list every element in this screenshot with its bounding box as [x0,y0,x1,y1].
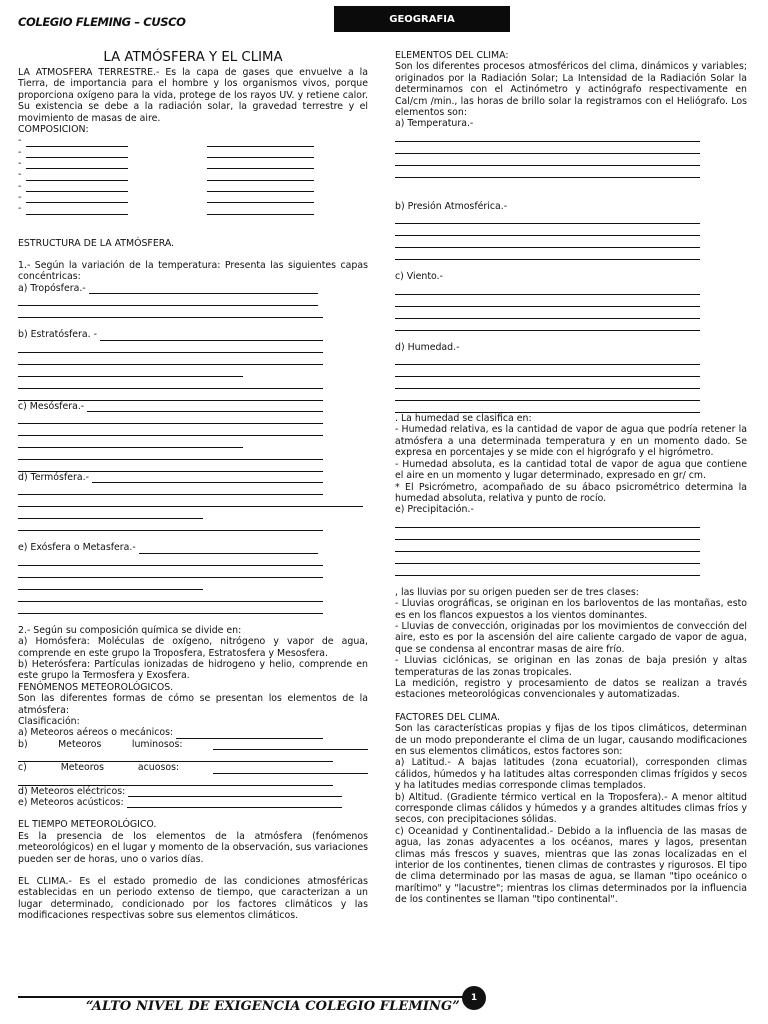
composition-blanks [18,135,368,214]
footer-rule [18,996,468,998]
factores-heading: FACTORES DEL CLIMA. [395,711,500,723]
oceanidad-text: c) Oceanidad y Continentalidad.- Debido a la influencia de las masas de agua, las zonas adyacentes a los océanos, mares y lagos, presentan climas más frescos y suaves, mientras que las zonas localizadas en el interior de los continentes, tienen climas de contrastes y rigurosos. El tipo de clima determinado por las masas de agua, se llaman "tipo oceánico o marítimo" y "lacustre"; mientras los climas determinados por la influencia de los continentes se llaman "tipo continental". [395,825,747,906]
page-number: 1 [462,986,486,1010]
humedad-absoluta: - Humedad absoluta, es la cantidad total de vapor de agua que contiene el aire en un momento y lugar determinado, expresado en gr/ cm. [395,458,747,482]
psicrometro-text: * El Psicrómetro, acompañado de su ábaco psicrométrico determina la humedad absoluta, relativa y punto de rocío. [395,481,747,504]
lluvias-orograficas: - Lluvias orográficas, se originan en los barloventos de las montañas, esto es en los flancos expuestos a los vientos dominantes. [395,598,747,621]
blank-line [202,181,314,192]
tiempo-heading: EL TIEMPO METEOROLÓGICO. [18,819,157,831]
lluvias-intro: , las lluvias por su origen pueden ser de tres clases: [395,586,639,598]
meteoros-acuosos: c) Meteoros acuosos: [18,762,368,773]
blank-line [202,203,314,214]
quimica-intro: 2.- Según su composición química se divide en: [18,624,242,636]
blank-line: - [18,147,128,158]
viento-label: c) Viento.- [395,271,443,283]
right-column [395,50,747,906]
blank-line: - [18,203,128,214]
blank-line [202,169,314,180]
medicion-text: La medición, registro y procesamiento de datos se realizan a través estaciones meteorológicas convencionales y automatizadas. [395,677,747,701]
blank-line: - [18,135,128,146]
tiempo-text: Es la presencia de los elementos de la atmósfera (fenómenos meteorológicos) en el lugar y momento de la observación, sus variaciones pueden ser de horas, uno o varios días. [18,830,368,865]
exosfera-label: e) Exósfera o Metasfera.- [18,542,318,553]
composicion-heading: COMPOSICION: [18,124,89,136]
fenomenos-heading: FENÓMENOS METEOROLÓGICOS. [18,681,174,693]
clasificacion-label: Clasificación: [18,716,80,728]
blank-line [202,135,314,146]
temp-intro: 1.- Según la variación de la temperatura: Presenta las siguientes capas concéntricas: [18,259,368,283]
elementos-heading: ELEMENTOS DEL CLIMA: [395,50,509,61]
humedad-relativa: - Humedad relativa, es la cantidad de vapor de agua que podría retener la atmósfera a una determinada temperatura y en un momento dado. Se expresa en porcentajes y se mide con el higrógrafo y el higrómetro. [395,424,747,459]
temperatura-label: a) Temperatura.- [395,118,474,130]
blank-line [202,158,314,169]
precipitacion-label: e) Precipitación.- [395,504,474,516]
elementos-text: Son los diferentes procesos atmosféricos del clima, dinámicos y variables; originados por la Radiación Solar; La Intensidad de la Radiación Solar la determinamos con el Actinómetro y actinógrafo respectivamente en Cal/cm /min., las horas de brillo solar la registramos con el Heliógrafo. Los elementos son: [395,61,747,119]
clima-text: EL CLIMA.- Es el estado promedio de las condiciones atmosféricas establecidas en un periodo extenso de tiempo, que caracterizan a un lugar determinado, condicionado por los factores climáticos y las modificaciones respectivas sobre sus elementos climáticos. [18,876,368,922]
footer-motto: “ALTO NIVEL DE EXIGENCIA COLEGIO FLEMING” [86,999,460,1014]
mesosfera-label: c) Mesósfera.- [18,401,323,412]
left-column [18,50,368,922]
school-name: COLEGIO FLEMING – CUSCO [18,15,186,29]
estratosfera-label: b) Estratósfera. - [18,329,323,340]
troposfera-label: a) Tropósfera.- [18,283,318,294]
blank-line: - [18,169,128,180]
homosfera-text: a) Homósfera: Moléculas de oxígeno, nitrógeno y vapor de agua, comprende en este grupo la Troposfera, Estratosfera y Mesosfera. [18,636,368,659]
intro-paragraph: LA ATMOSFERA TERRESTRE.- Es la capa de gases que envuelve a la Tierra, de importancia para el hombre y los organismos vivos, porque proporciona oxígeno para la vida, protege de los rayos UV. y retiene calor. Su existencia se debe a la radiación solar, la gravedad terrestre y el movimiento de masas de aire. [18,67,368,124]
blank-line: - [18,181,128,192]
factores-text: Son las características propias y fijas de los tipos climáticos, determinan de un modo preponderante el clima de un lugar, causando modificaciones en sus elementos climáticos, estos factores son: [395,723,747,757]
estructura-heading: ESTRUCTURA DE LA ATMÓSFERA. [18,237,175,249]
termosfera-label: d) Termósfera.- [18,472,323,483]
meteoros-aereos: a) Meteoros aéreos o mecánicos: [18,727,323,738]
blank-line: - [18,158,128,169]
meteoros-luminosos: b) Meteoros luminosos: [18,739,368,750]
humedad-label: d) Humedad.- [395,341,460,353]
humedad-clasif: . La humedad se clasifica en: [395,413,532,425]
heterosfera-text: b) Heterósfera: Partículas ionizadas de hidrogeno y helio, comprende en este grupo la Termosfera y Exosfera. [18,658,368,682]
fenomenos-text: Son las diferentes formas de cómo se presentan los elementos de la atmósfera: [18,693,368,716]
altitud-text: b) Altitud. (Gradiente térmico vertical en la Troposfera).- A menor altitud corresponde climas cálidos y húmedos y a grandes altitudes climas fríos y secos, con precipitaciones sólidas. [395,791,747,826]
blank-line: - [18,192,128,203]
presion-label: b) Presión Atmosférica.- [395,200,508,212]
lluvias-ciclonicas: - Lluvias ciclónicas, se originan en las zonas de baja presión y altas temperaturas de las zonas tropicales. [395,655,747,678]
lluvias-conveccion: - Lluvias de convección, originadas por los movimientos de convección del aire, esto es por la ascensión del aire caliente cargado de vapor de agua, que se condensa al encontrar masas de aire frío. [395,620,747,655]
meteoros-acusticos: e) Meteoros acústicos: [18,797,342,808]
meteoros-electricos: d) Meteoros eléctricos: [18,786,342,797]
latitud-text: a) Latitud.- A bajas latitudes (zona ecuatorial), corresponden climas cálidos, húmedos y ha latitudes altas corresponden climas frígidos y secos y ha latitudes medias corresponde climas templados. [395,757,747,792]
subject-banner: GEOGRAFIA [334,6,510,32]
page-title: LA ATMÓSFERA Y EL CLIMA [103,50,283,65]
blank-line [202,147,314,158]
blank-line [202,192,314,203]
